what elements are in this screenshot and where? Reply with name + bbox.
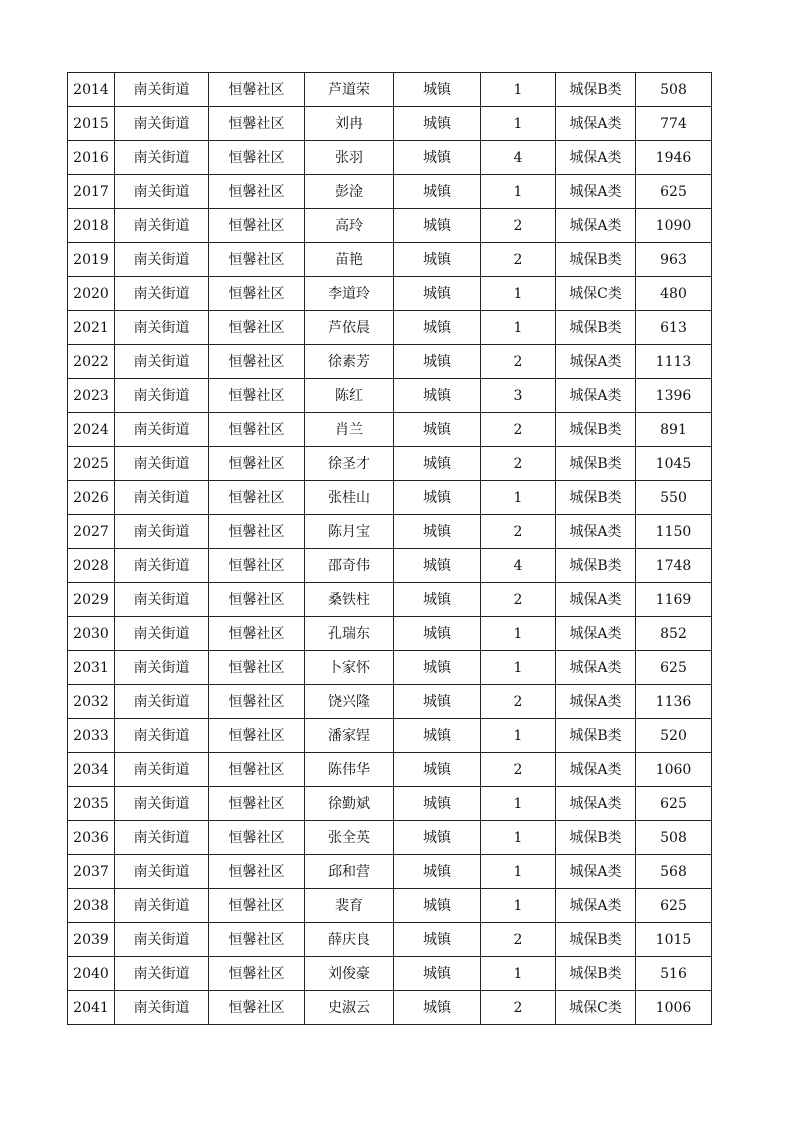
cell-household-type: 城镇: [394, 821, 481, 855]
cell-name: 潘家锃: [305, 719, 394, 753]
cell-category: 城保A类: [556, 175, 636, 209]
cell-household-type: 城镇: [394, 447, 481, 481]
table-row: [68, 277, 712, 311]
cell-community: 恒馨社区: [209, 549, 305, 583]
cell-amount: 516: [636, 957, 712, 991]
table-row: [68, 821, 712, 855]
cell-street: 南关街道: [115, 855, 209, 889]
cell-name: 芦道荣: [305, 73, 394, 107]
cell-persons: 1: [481, 73, 556, 107]
cell-amount: 891: [636, 413, 712, 447]
cell-category: 城保A类: [556, 107, 636, 141]
cell-street: 南关街道: [115, 379, 209, 413]
cell-category: 城保A类: [556, 583, 636, 617]
cell-street: 南关街道: [115, 651, 209, 685]
cell-community: 恒馨社区: [209, 379, 305, 413]
cell-household-type: 城镇: [394, 957, 481, 991]
cell-community: 恒馨社区: [209, 855, 305, 889]
cell-household-type: 城镇: [394, 685, 481, 719]
cell-household-type: 城镇: [394, 991, 481, 1025]
cell-seq: 2038: [68, 889, 115, 923]
cell-category: 城保A类: [556, 685, 636, 719]
cell-amount: 1169: [636, 583, 712, 617]
cell-seq: 2030: [68, 617, 115, 651]
table-row: [68, 413, 712, 447]
cell-community: 恒馨社区: [209, 345, 305, 379]
table-row: [68, 141, 712, 175]
cell-household-type: 城镇: [394, 855, 481, 889]
cell-seq: 2017: [68, 175, 115, 209]
cell-street: 南关街道: [115, 243, 209, 277]
cell-household-type: 城镇: [394, 889, 481, 923]
cell-street: 南关街道: [115, 991, 209, 1025]
cell-category: 城保B类: [556, 447, 636, 481]
cell-amount: 520: [636, 719, 712, 753]
cell-persons: 1: [481, 855, 556, 889]
cell-name: 刘俊豪: [305, 957, 394, 991]
cell-category: 城保A类: [556, 787, 636, 821]
cell-name: 高玲: [305, 209, 394, 243]
cell-persons: 1: [481, 175, 556, 209]
cell-amount: 625: [636, 651, 712, 685]
table-row: [68, 549, 712, 583]
cell-household-type: 城镇: [394, 345, 481, 379]
cell-amount: 1113: [636, 345, 712, 379]
cell-seq: 2028: [68, 549, 115, 583]
cell-category: 城保B类: [556, 413, 636, 447]
record-table: [67, 72, 712, 1025]
cell-street: 南关街道: [115, 481, 209, 515]
cell-persons: 1: [481, 277, 556, 311]
cell-community: 恒馨社区: [209, 685, 305, 719]
cell-seq: 2020: [68, 277, 115, 311]
cell-household-type: 城镇: [394, 787, 481, 821]
cell-persons: 4: [481, 549, 556, 583]
cell-amount: 625: [636, 175, 712, 209]
cell-persons: 2: [481, 515, 556, 549]
cell-household-type: 城镇: [394, 549, 481, 583]
cell-persons: 2: [481, 753, 556, 787]
cell-persons: 2: [481, 583, 556, 617]
cell-street: 南关街道: [115, 787, 209, 821]
cell-name: 薛庆良: [305, 923, 394, 957]
cell-category: 城保A类: [556, 209, 636, 243]
cell-name: 陈月宝: [305, 515, 394, 549]
cell-community: 恒馨社区: [209, 175, 305, 209]
table-row: [68, 481, 712, 515]
table-row: [68, 515, 712, 549]
cell-category: 城保B类: [556, 719, 636, 753]
cell-persons: 1: [481, 889, 556, 923]
cell-persons: 1: [481, 481, 556, 515]
table-row: [68, 583, 712, 617]
cell-name: 邵奇伟: [305, 549, 394, 583]
cell-street: 南关街道: [115, 413, 209, 447]
table-row: [68, 923, 712, 957]
cell-category: 城保A类: [556, 515, 636, 549]
cell-name: 李道玲: [305, 277, 394, 311]
cell-household-type: 城镇: [394, 651, 481, 685]
cell-persons: 2: [481, 345, 556, 379]
cell-persons: 1: [481, 651, 556, 685]
cell-community: 恒馨社区: [209, 651, 305, 685]
cell-persons: 2: [481, 209, 556, 243]
cell-name: 陈红: [305, 379, 394, 413]
cell-category: 城保B类: [556, 549, 636, 583]
cell-street: 南关街道: [115, 923, 209, 957]
cell-seq: 2037: [68, 855, 115, 889]
cell-community: 恒馨社区: [209, 73, 305, 107]
cell-persons: 1: [481, 107, 556, 141]
cell-household-type: 城镇: [394, 923, 481, 957]
cell-seq: 2025: [68, 447, 115, 481]
cell-amount: 963: [636, 243, 712, 277]
cell-household-type: 城镇: [394, 175, 481, 209]
cell-street: 南关街道: [115, 277, 209, 311]
cell-persons: 1: [481, 957, 556, 991]
cell-persons: 4: [481, 141, 556, 175]
cell-household-type: 城镇: [394, 753, 481, 787]
cell-amount: 774: [636, 107, 712, 141]
cell-name: 史淑云: [305, 991, 394, 1025]
cell-seq: 2016: [68, 141, 115, 175]
cell-household-type: 城镇: [394, 277, 481, 311]
cell-persons: 1: [481, 719, 556, 753]
cell-street: 南关街道: [115, 719, 209, 753]
cell-name: 孔瑞东: [305, 617, 394, 651]
table-row: [68, 107, 712, 141]
table-body: [68, 73, 712, 1025]
cell-category: 城保A类: [556, 855, 636, 889]
cell-community: 恒馨社区: [209, 107, 305, 141]
table-row: [68, 175, 712, 209]
cell-amount: 1396: [636, 379, 712, 413]
table-row: [68, 617, 712, 651]
cell-street: 南关街道: [115, 549, 209, 583]
cell-seq: 2032: [68, 685, 115, 719]
cell-community: 恒馨社区: [209, 277, 305, 311]
cell-household-type: 城镇: [394, 311, 481, 345]
cell-community: 恒馨社区: [209, 481, 305, 515]
cell-community: 恒馨社区: [209, 719, 305, 753]
cell-name: 徐勤斌: [305, 787, 394, 821]
cell-amount: 1946: [636, 141, 712, 175]
cell-category: 城保B类: [556, 957, 636, 991]
cell-category: 城保A类: [556, 617, 636, 651]
cell-household-type: 城镇: [394, 379, 481, 413]
cell-seq: 2036: [68, 821, 115, 855]
cell-street: 南关街道: [115, 515, 209, 549]
cell-name: 饶兴隆: [305, 685, 394, 719]
cell-household-type: 城镇: [394, 515, 481, 549]
cell-street: 南关街道: [115, 107, 209, 141]
cell-amount: 1006: [636, 991, 712, 1025]
cell-amount: 1015: [636, 923, 712, 957]
cell-persons: 2: [481, 685, 556, 719]
cell-household-type: 城镇: [394, 141, 481, 175]
cell-category: 城保A类: [556, 345, 636, 379]
cell-amount: 1060: [636, 753, 712, 787]
cell-category: 城保B类: [556, 481, 636, 515]
cell-street: 南关街道: [115, 957, 209, 991]
cell-seq: 2018: [68, 209, 115, 243]
cell-name: 卜家怀: [305, 651, 394, 685]
cell-seq: 2023: [68, 379, 115, 413]
cell-amount: 480: [636, 277, 712, 311]
cell-community: 恒馨社区: [209, 923, 305, 957]
cell-amount: 625: [636, 787, 712, 821]
cell-community: 恒馨社区: [209, 787, 305, 821]
cell-persons: 1: [481, 821, 556, 855]
cell-persons: 3: [481, 379, 556, 413]
cell-category: 城保C类: [556, 991, 636, 1025]
cell-street: 南关街道: [115, 685, 209, 719]
cell-name: 陈伟华: [305, 753, 394, 787]
cell-community: 恒馨社区: [209, 447, 305, 481]
cell-category: 城保B类: [556, 73, 636, 107]
cell-amount: 568: [636, 855, 712, 889]
table-row: [68, 685, 712, 719]
cell-seq: 2031: [68, 651, 115, 685]
cell-category: 城保B类: [556, 821, 636, 855]
cell-amount: 1045: [636, 447, 712, 481]
cell-household-type: 城镇: [394, 617, 481, 651]
cell-community: 恒馨社区: [209, 413, 305, 447]
cell-household-type: 城镇: [394, 107, 481, 141]
cell-community: 恒馨社区: [209, 583, 305, 617]
cell-community: 恒馨社区: [209, 311, 305, 345]
cell-amount: 1748: [636, 549, 712, 583]
cell-category: 城保A类: [556, 379, 636, 413]
cell-name: 邱和营: [305, 855, 394, 889]
cell-name: 张全英: [305, 821, 394, 855]
cell-category: 城保B类: [556, 311, 636, 345]
cell-name: 刘冉: [305, 107, 394, 141]
cell-street: 南关街道: [115, 617, 209, 651]
cell-community: 恒馨社区: [209, 243, 305, 277]
table-row: [68, 651, 712, 685]
cell-persons: 2: [481, 923, 556, 957]
cell-community: 恒馨社区: [209, 515, 305, 549]
cell-street: 南关街道: [115, 311, 209, 345]
cell-name: 徐素芳: [305, 345, 394, 379]
cell-amount: 625: [636, 889, 712, 923]
cell-name: 肖兰: [305, 413, 394, 447]
cell-street: 南关街道: [115, 447, 209, 481]
table-row: [68, 209, 712, 243]
cell-household-type: 城镇: [394, 719, 481, 753]
cell-category: 城保B类: [556, 923, 636, 957]
cell-amount: 1136: [636, 685, 712, 719]
table-row: [68, 787, 712, 821]
cell-community: 恒馨社区: [209, 617, 305, 651]
table-row: [68, 991, 712, 1025]
cell-persons: 2: [481, 413, 556, 447]
table-row: [68, 379, 712, 413]
table-row: [68, 719, 712, 753]
cell-community: 恒馨社区: [209, 141, 305, 175]
cell-seq: 2039: [68, 923, 115, 957]
table-row: [68, 957, 712, 991]
cell-street: 南关街道: [115, 73, 209, 107]
table-row: [68, 753, 712, 787]
cell-name: 张羽: [305, 141, 394, 175]
cell-street: 南关街道: [115, 175, 209, 209]
cell-persons: 1: [481, 787, 556, 821]
cell-category: 城保B类: [556, 243, 636, 277]
cell-seq: 2033: [68, 719, 115, 753]
cell-persons: 2: [481, 991, 556, 1025]
cell-persons: 1: [481, 311, 556, 345]
cell-street: 南关街道: [115, 821, 209, 855]
cell-household-type: 城镇: [394, 243, 481, 277]
cell-community: 恒馨社区: [209, 209, 305, 243]
cell-seq: 2027: [68, 515, 115, 549]
cell-category: 城保C类: [556, 277, 636, 311]
cell-name: 苗艳: [305, 243, 394, 277]
cell-seq: 2014: [68, 73, 115, 107]
cell-name: 彭淦: [305, 175, 394, 209]
cell-amount: 852: [636, 617, 712, 651]
cell-name: 徐圣才: [305, 447, 394, 481]
cell-street: 南关街道: [115, 141, 209, 175]
cell-persons: 2: [481, 243, 556, 277]
cell-seq: 2041: [68, 991, 115, 1025]
cell-community: 恒馨社区: [209, 957, 305, 991]
cell-seq: 2015: [68, 107, 115, 141]
cell-name: 裴育: [305, 889, 394, 923]
table-row: [68, 889, 712, 923]
cell-street: 南关街道: [115, 345, 209, 379]
cell-household-type: 城镇: [394, 73, 481, 107]
table-row: [68, 447, 712, 481]
table-row: [68, 311, 712, 345]
cell-seq: 2029: [68, 583, 115, 617]
cell-name: 桑铁柱: [305, 583, 394, 617]
cell-persons: 2: [481, 447, 556, 481]
cell-community: 恒馨社区: [209, 991, 305, 1025]
cell-amount: 1090: [636, 209, 712, 243]
cell-seq: 2022: [68, 345, 115, 379]
cell-community: 恒馨社区: [209, 821, 305, 855]
cell-street: 南关街道: [115, 753, 209, 787]
cell-household-type: 城镇: [394, 481, 481, 515]
cell-street: 南关街道: [115, 889, 209, 923]
table-row: [68, 243, 712, 277]
cell-category: 城保A类: [556, 651, 636, 685]
cell-seq: 2034: [68, 753, 115, 787]
cell-community: 恒馨社区: [209, 889, 305, 923]
table-row: [68, 73, 712, 107]
cell-category: 城保A类: [556, 141, 636, 175]
cell-seq: 2024: [68, 413, 115, 447]
table-row: [68, 855, 712, 889]
cell-seq: 2019: [68, 243, 115, 277]
cell-name: 张桂山: [305, 481, 394, 515]
cell-amount: 1150: [636, 515, 712, 549]
cell-household-type: 城镇: [394, 413, 481, 447]
cell-persons: 1: [481, 617, 556, 651]
cell-seq: 2026: [68, 481, 115, 515]
cell-seq: 2021: [68, 311, 115, 345]
cell-seq: 2035: [68, 787, 115, 821]
cell-name: 芦依晨: [305, 311, 394, 345]
cell-amount: 613: [636, 311, 712, 345]
cell-category: 城保A类: [556, 889, 636, 923]
cell-household-type: 城镇: [394, 209, 481, 243]
cell-amount: 550: [636, 481, 712, 515]
cell-community: 恒馨社区: [209, 753, 305, 787]
cell-street: 南关街道: [115, 209, 209, 243]
cell-seq: 2040: [68, 957, 115, 991]
cell-amount: 508: [636, 73, 712, 107]
cell-street: 南关街道: [115, 583, 209, 617]
cell-category: 城保A类: [556, 753, 636, 787]
table-row: [68, 345, 712, 379]
cell-household-type: 城镇: [394, 583, 481, 617]
cell-amount: 508: [636, 821, 712, 855]
